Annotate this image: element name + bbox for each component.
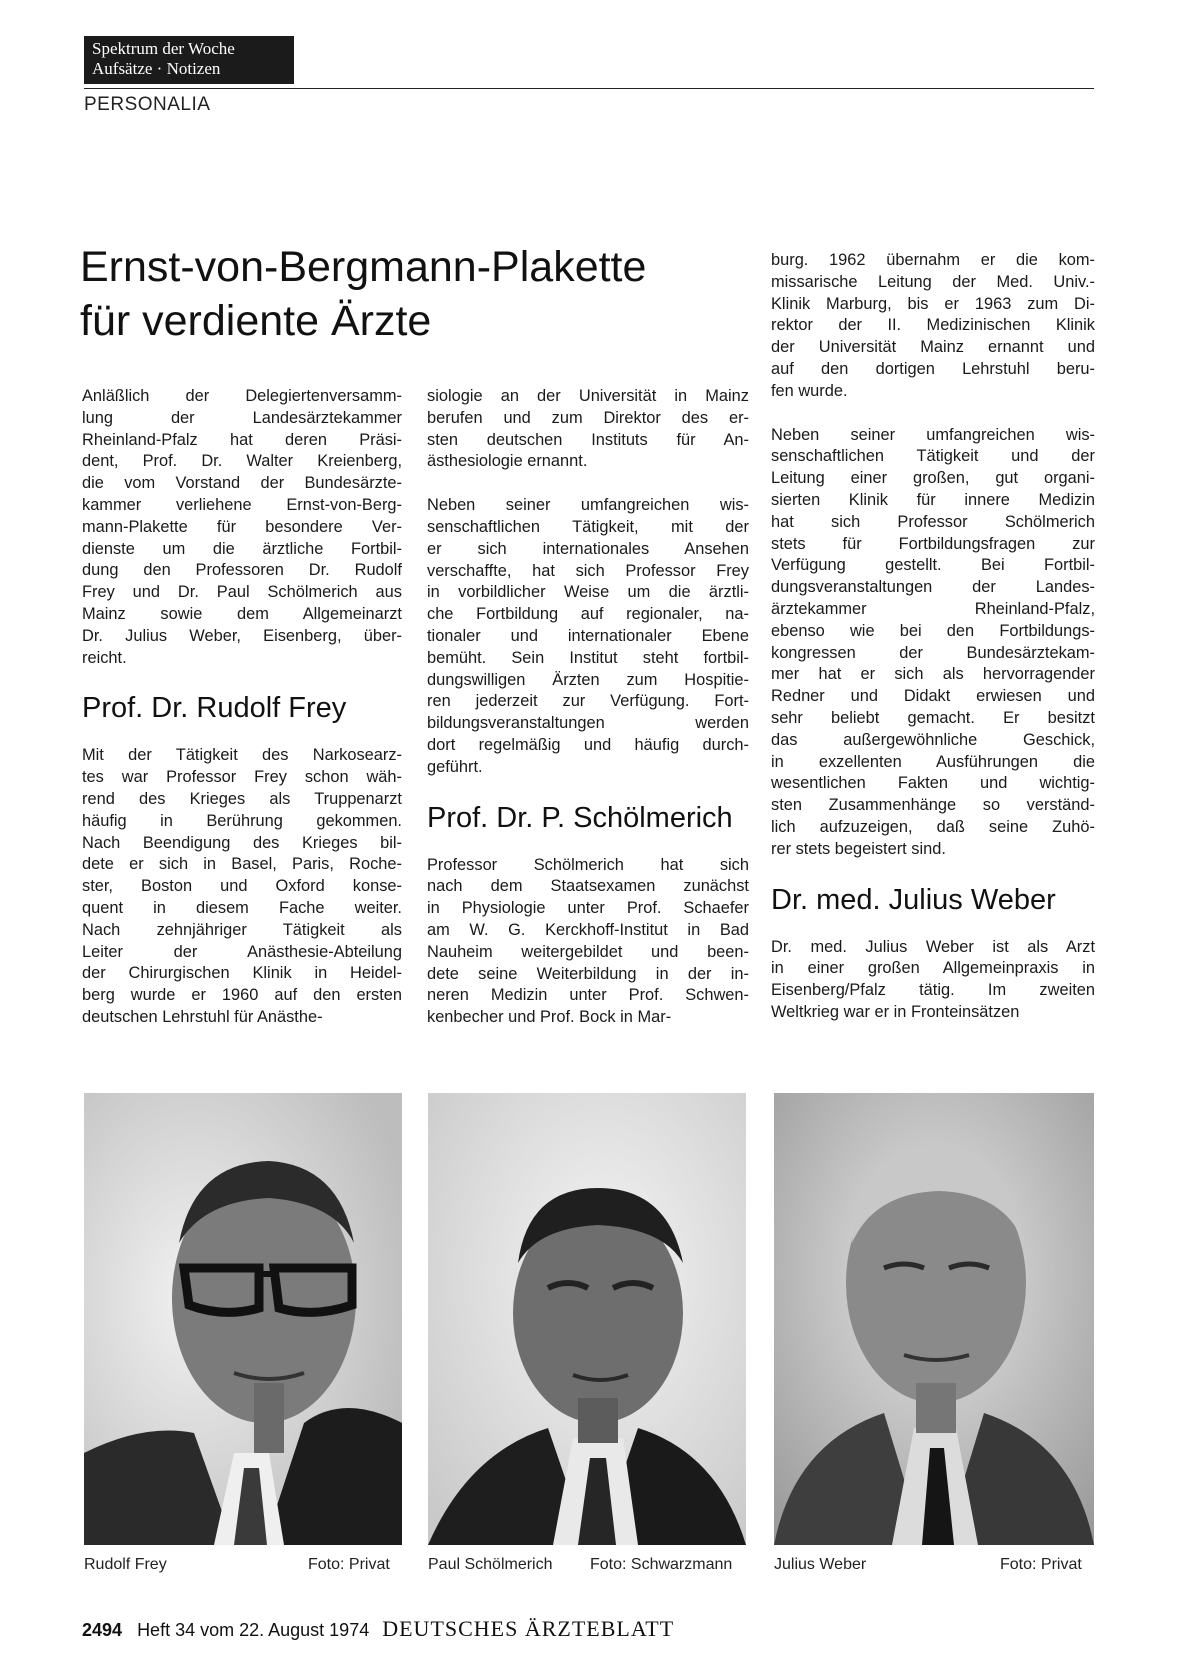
caption-frey-credit: Foto: Privat <box>308 1556 390 1573</box>
portrait-photo-weber <box>774 1093 1094 1545</box>
schoelmerich-paragraph <box>427 855 749 1029</box>
text-line: siologie an der Universität in Mainz <box>427 387 749 405</box>
text-line: Nauheim weitergebildet und been- <box>427 942 749 961</box>
text-line: reicht. <box>82 648 127 667</box>
text-line: sten deutschen Instituts für An- <box>427 430 749 449</box>
issue-info: Heft 34 vom 22. August 1974 <box>137 1620 370 1640</box>
schoelmerich-paragraph-cont <box>771 250 1095 403</box>
text-line: bildungsveranstaltungen werden <box>427 714 749 733</box>
text-line: geführt. <box>427 757 483 776</box>
text-line: mann-Plakette für besondere Ver- <box>82 517 402 536</box>
text-line: bemüht. Sein Institut steht fortbil- <box>427 648 749 667</box>
text-column-1 <box>82 386 402 1051</box>
text-line: auf den dortigen Lehrstuhl beru- <box>771 359 1095 378</box>
text-line: dungswilligen Ärzten zum Hospitie- <box>427 670 749 689</box>
text-line: kammer verliehene Ernst-von-Berg- <box>82 495 402 514</box>
page-number: 2494 <box>82 1620 123 1640</box>
portrait-photo-schoelmerich <box>428 1093 746 1545</box>
text-line: dent, Prof. Dr. Walter Kreienberg, <box>82 452 402 471</box>
text-line: lich aufzuzeigen, daß seine Zuhö- <box>771 817 1095 836</box>
text-line: ästhesiologie ernannt. <box>427 452 588 471</box>
text-line: dort regelmäßig und häufig durch- <box>427 735 749 754</box>
journal-name: DEUTSCHES ÄRZTEBLATT <box>382 1616 675 1641</box>
text-line: häufig in Berührung gekommen. <box>82 811 402 830</box>
text-line: burg. 1962 übernahm er die kom- <box>771 251 1095 269</box>
text-line: Eisenberg/Pfalz tätig. Im zweiten <box>771 981 1095 1000</box>
text-line: dienste um die ärztliche Fortbil- <box>82 539 402 558</box>
heading-weber: Dr. med. Julius Weber <box>771 883 1056 916</box>
text-line: senschaftlichen Tätigkeit und der <box>771 447 1095 466</box>
headline-line2: für verdiente Ärzte <box>80 297 432 345</box>
headline-line1: Ernst-von-Bergmann-Plakette <box>80 243 647 291</box>
frey-paragraph-cont2 <box>427 495 749 778</box>
text-line: Redner und Didakt erwiesen und <box>771 687 1095 706</box>
text-line: in Physiologie unter Prof. Schaefer <box>427 899 749 918</box>
text-line: ebenso wie bei den Fortbildungs- <box>771 621 1095 640</box>
text-line: in vorbildlicher Weise um die ärztli- <box>427 583 749 602</box>
text-line: tionaler und internationaler Ebene <box>427 626 749 645</box>
text-line: das außergewöhnliche Geschick, <box>771 730 1095 749</box>
text-line: dungsveranstaltungen der Landes- <box>771 578 1095 597</box>
portrait-photo-frey <box>84 1093 402 1545</box>
text-line: rektor der II. Medizinischen Klinik <box>771 316 1095 335</box>
caption-schoelmerich-credit: Foto: Schwarzmann <box>590 1556 733 1573</box>
kicker: PERSONALIA <box>84 94 211 115</box>
text-line: sehr beliebt gemacht. Er besitzt <box>771 708 1095 727</box>
heading-schoelmerich: Prof. Dr. P. Schölmerich <box>427 801 733 834</box>
text-line: ärztekammer Rheinland-Pfalz, <box>771 599 1095 618</box>
text-line: Frey und Dr. Paul Schölmerich aus <box>82 583 402 602</box>
caption-frey-name: Rudolf Frey <box>84 1556 167 1573</box>
text-line: sten Zusammenhänge so verständ- <box>771 796 1095 815</box>
text-line: lung der Landesärztekammer <box>82 408 402 427</box>
header-rule <box>84 88 1094 89</box>
text-line: rer stets begeistert sind. <box>771 839 946 858</box>
text-line: dete er sich in Basel, Paris, Roche- <box>82 855 402 874</box>
text-line: berg wurde er 1960 auf den ersten <box>82 986 402 1005</box>
text-line: che Fortbildung auf regionaler, na- <box>427 605 749 624</box>
text-line: Mainz sowie dem Allgemeinarzt <box>82 604 402 623</box>
text-line: sierten Klinik für innere Medizin <box>771 490 1095 509</box>
text-line: Nach zehnjähriger Tätigkeit als <box>82 920 402 939</box>
text-line: die vom Vorstand der Bundesärzte- <box>82 474 402 493</box>
text-line: stets für Fortbildungsfragen zur <box>771 534 1095 553</box>
text-line: wesentlichen Fakten und wichtig- <box>771 774 1095 793</box>
text-line: Rheinland-Pfalz hat deren Präsi- <box>82 430 402 449</box>
text-column-3 <box>771 250 1095 1046</box>
text-line: Professor Schölmerich hat sich <box>427 855 749 874</box>
text-column-2 <box>427 386 749 1051</box>
intro-paragraph <box>82 386 402 669</box>
text-line: deutschen Lehrstuhl für Anästhe- <box>82 1007 323 1026</box>
text-line: kenbecher und Prof. Bock in Mar- <box>427 1008 672 1027</box>
text-line: Leiter der Anästhesie-Abteilung <box>82 942 402 961</box>
text-line: ster, Boston und Oxford konse- <box>82 877 402 896</box>
text-line: senschaftlichen Tätigkeit, mit der <box>427 517 749 536</box>
text-line: Leitung einer großen, gut organi- <box>771 469 1095 488</box>
frey-paragraph-cont <box>427 386 749 473</box>
text-line: Neben seiner umfangreichen wis- <box>771 425 1095 444</box>
text-line: dung den Professoren Dr. Rudolf <box>82 561 402 580</box>
text-line: Anläßlich der Delegiertenversamm- <box>82 387 402 405</box>
text-line: Klinik Marburg, bis er 1963 zum Di- <box>771 294 1095 313</box>
caption-weber-name: Julius Weber <box>774 1556 867 1573</box>
text-line: am W. G. Kerckhoff-Institut in Bad <box>427 920 749 939</box>
text-line: hat sich Professor Schölmerich <box>771 512 1095 531</box>
text-line: rend des Krieges als Truppenarzt <box>82 789 402 808</box>
section-label-line2: Aufsätze · Notizen <box>92 59 221 78</box>
caption-schoelmerich-name: Paul Schölmerich <box>428 1556 553 1573</box>
frey-paragraph <box>82 745 402 1028</box>
text-line: ren jederzeit zur Verfügung. Fort- <box>427 692 749 711</box>
text-line: in einer großen Allgemeinpraxis in <box>771 959 1095 978</box>
text-line: quent in diesem Fache weiter. <box>82 898 402 917</box>
weber-paragraph <box>771 937 1095 1024</box>
schoelmerich-paragraph-cont2 <box>771 425 1095 861</box>
text-line: Dr. Julius Weber, Eisenberg, über- <box>82 626 402 645</box>
text-line: er sich internationales Ansehen <box>427 539 749 558</box>
text-line: Weltkrieg war er in Fronteinsätzen <box>771 1002 1020 1021</box>
section-label-line1: Spektrum der Woche <box>92 39 235 58</box>
section-label-box <box>84 36 294 84</box>
text-line: der Universität Mainz ernannt und <box>771 338 1095 357</box>
page-footer <box>82 1616 674 1642</box>
text-line: Nach Beendigung des Krieges bil- <box>82 833 402 852</box>
heading-frey: Prof. Dr. Rudolf Frey <box>82 692 347 725</box>
text-line: nach dem Staatsexamen zunächst <box>427 877 749 896</box>
text-line: verschaffte, hat sich Professor Frey <box>427 561 749 580</box>
text-line: mer hat er sich als hervorragender <box>771 665 1095 684</box>
text-line: missarische Leitung der Med. Univ.- <box>771 272 1095 291</box>
text-line: neren Medizin unter Prof. Schwen- <box>427 986 749 1005</box>
text-line: Neben seiner umfangreichen wis- <box>427 496 749 515</box>
text-line: berufen und zum Direktor des er- <box>427 408 749 427</box>
text-line: Dr. med. Julius Weber ist als Arzt <box>771 937 1095 956</box>
text-line: dete seine Weiterbildung in der in- <box>427 964 749 983</box>
text-line: Mit der Tätigkeit des Narkosearz- <box>82 746 402 765</box>
headline <box>80 240 720 348</box>
text-line: fen wurde. <box>771 381 848 400</box>
caption-weber-credit: Foto: Privat <box>1000 1556 1082 1573</box>
text-line: kongressen der Bundesärztekam- <box>771 643 1095 662</box>
text-line: der Chirurgischen Klinik in Heidel- <box>82 964 402 983</box>
text-line: tes war Professor Frey schon wäh- <box>82 768 402 787</box>
text-line: in exzellenten Ausführungen die <box>771 752 1095 771</box>
text-line: Verfügung gestellt. Bei Fortbil- <box>771 556 1095 575</box>
